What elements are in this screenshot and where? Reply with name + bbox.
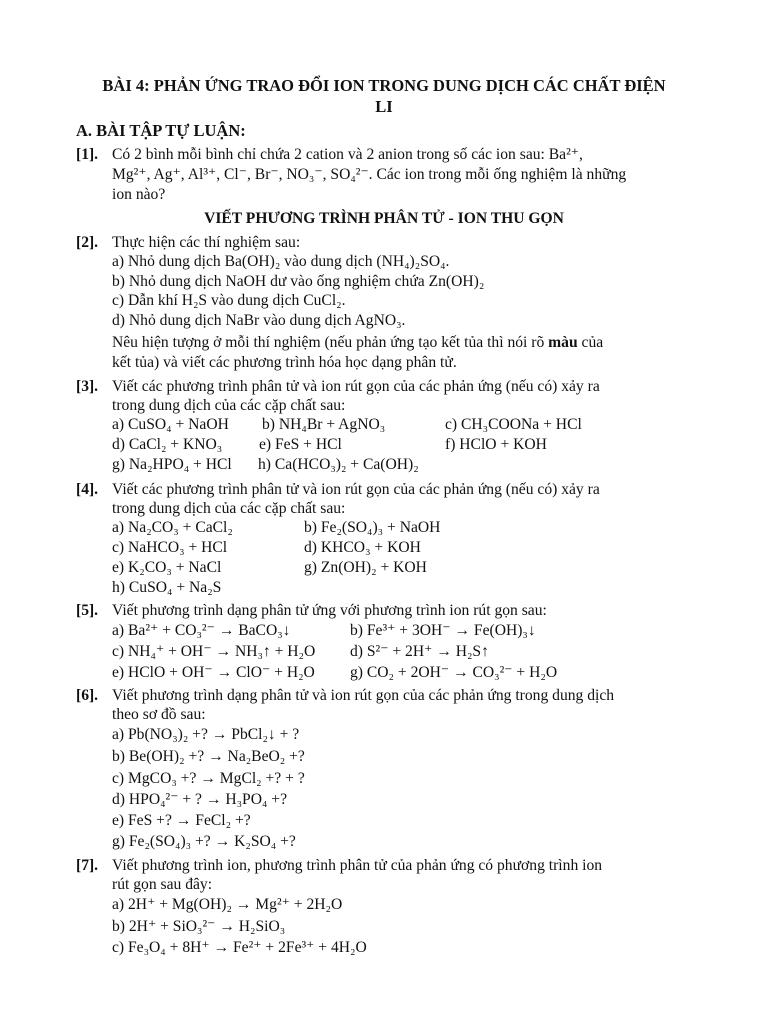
question-3-item-b: b) NH₄Br + AgNO₃ [262,416,386,433]
question-1-number: [1]. [76,146,99,163]
question-3-number: [3]. [76,378,99,395]
question-5-intro: Viết phương trình dạng phân tử ứng với phương trình ion rút gọn sau: [112,602,547,619]
question-3-item-c: c) CH₃COONa + HCl [445,416,582,433]
question-3-line-1: Viết các phương trình phân tử và ion rút gọn của các phản ứng (nếu có) xảy ra [112,378,600,395]
question-5-item-g: g) CO₂ + 2OH⁻ → CO₃²⁻ + H₂O [350,664,558,681]
question-6-line-1: Viết phương trình dạng phân tử và ion rút gọn của các phản ứng trong dung dịch [112,687,615,704]
question-5-number: [5]. [76,602,99,619]
question-5-item-b: b) Fe³⁺ + 3OH⁻ → Fe(OH)₃↓ [350,622,536,639]
question-1-line-3: ion nào? [112,186,166,203]
question-6-number: [6]. [76,687,99,704]
question-2-note-post: của [581,334,604,351]
title-line-1: BÀI 4: PHẢN ỨNG TRAO ĐỔI ION TRONG DUNG DỊCH CÁC CHẤT ĐIỆN [102,76,666,95]
question-5-item-c: c) NH₄⁺ + OH⁻ → NH₃↑ + H₂O [112,643,316,660]
question-6-item-b: b) Be(OH)₂ +? → Na₂BeO₂ +? [112,748,305,765]
question-2-item-c: c) Dẫn khí H₂S vào dung dịch CuCl₂. [112,292,346,309]
title-line-2: LI [375,97,393,116]
question-4-number: [4]. [76,481,99,498]
question-4-item-c: c) NaHCO₃ + HCl [112,539,228,556]
question-4-item-b: b) Fe₂(SO₄)₃ + NaOH [304,519,441,536]
question-2-note-bold: màu [548,334,578,351]
subheading: VIẾT PHƯƠNG TRÌNH PHÂN TỬ - ION THU GỌN [204,210,564,227]
question-5-item-a: a) Ba²⁺ + CO₃²⁻ → BaCO₃↓ [112,622,291,639]
question-6-item-a: a) Pb(NO₃)₂ +? → PbCl₂↓ + ? [112,726,300,743]
question-6-item-e: e) FeS +? → FeCl₂ +? [112,812,251,829]
question-2-number: [2]. [76,234,99,251]
question-7-item-c: c) Fe₃O₄ + 8H⁺ → Fe²⁺ + 2Fe³⁺ + 4H₂O [112,939,367,956]
question-2-note-line-2: kết tủa) và viết các phương trình hóa học dạng phân tử. [112,354,457,371]
question-6-item-c: c) MgCO₃ +? → MgCl₂ +? + ? [112,770,305,787]
question-4-item-e: e) K₂CO₃ + NaCl [112,559,222,576]
question-7-line-2: rút gọn sau đây: [112,876,213,893]
question-4-line-2: trong dung dịch của các cặp chất sau: [112,500,346,517]
question-6-item-d: d) HPO₄²⁻ + ? → H₃PO₄ +? [112,791,288,808]
question-2-intro: Thực hiện các thí nghiệm sau: [112,234,301,251]
question-3-item-g: g) Na₂HPO₄ + HCl [112,456,232,473]
question-4-item-a: a) Na₂CO₃ + CaCl₂ [112,519,233,536]
section-a-heading: A. BÀI TẬP TỰ LUẬN: [76,121,246,140]
question-4-line-1: Viết các phương trình phân tử và ion rút gọn của các phản ứng (nếu có) xảy ra [112,481,600,498]
question-2-note-line-1 [112,333,603,353]
question-7-number: [7]. [76,857,99,874]
question-2-item-b: b) Nhỏ dung dịch NaOH dư vào ống nghiệm chứa Zn(OH)₂ [112,273,485,290]
question-3-item-a: a) CuSO₄ + NaOH [112,416,229,433]
question-1-line-2: Mg²⁺, Ag⁺, Al³⁺, Cl⁻, Br⁻, NO₃⁻, SO₄²⁻. Các ion trong mỗi ống nghiệm là những [112,166,627,183]
question-1-line-1: Có 2 bình mỗi bình chỉ chứa 2 cation và 2 anion trong số các ion sau: Ba²⁺, [112,146,583,163]
question-3-item-f: f) HClO + KOH [445,436,547,453]
question-2-note-pre: Nêu hiện tượng ở mỗi thí nghiệm (nếu phản ứng tạo kết tủa thì nói rõ [112,334,545,351]
question-6-line-2: theo sơ đồ sau: [112,706,206,723]
question-7-item-b: b) 2H⁺ + SiO₃²⁻ → H₂SiO₃ [112,918,286,935]
question-7-line-1: Viết phương trình ion, phương trình phân tử của phản ứng có phương trình ion [112,857,603,874]
question-3-line-2: trong dung dịch của các cặp chất sau: [112,397,346,414]
question-3-item-e: e) FeS + HCl [259,436,342,453]
question-4-item-g: g) Zn(OH)₂ + KOH [304,559,427,576]
question-4-item-d: d) KHCO₃ + KOH [304,539,421,556]
question-6-item-g: g) Fe₂(SO₄)₃ +? → K₂SO₄ +? [112,833,296,850]
question-3-item-d: d) CaCl₂ + KNO₃ [112,436,223,453]
question-2-item-a: a) Nhỏ dung dịch Ba(OH)₂ vào dung dịch (NH₄)₂SO₄. [112,253,450,270]
question-5-item-e: e) HClO + OH⁻ → ClO⁻ + H₂O [112,664,315,681]
question-5-item-d: d) S²⁻ + 2H⁺ → H₂S↑ [350,643,489,660]
question-7-item-a: a) 2H⁺ + Mg(OH)₂ → Mg²⁺ + 2H₂O [112,896,343,913]
question-2-item-d: d) Nhỏ dung dịch NaBr vào dung dịch AgNO₃. [112,312,406,329]
question-3-item-h: h) Ca(HCO₃)₂ + Ca(OH)₂ [258,456,419,473]
question-4-item-h: h) CuSO₄ + Na₂S [112,579,222,596]
